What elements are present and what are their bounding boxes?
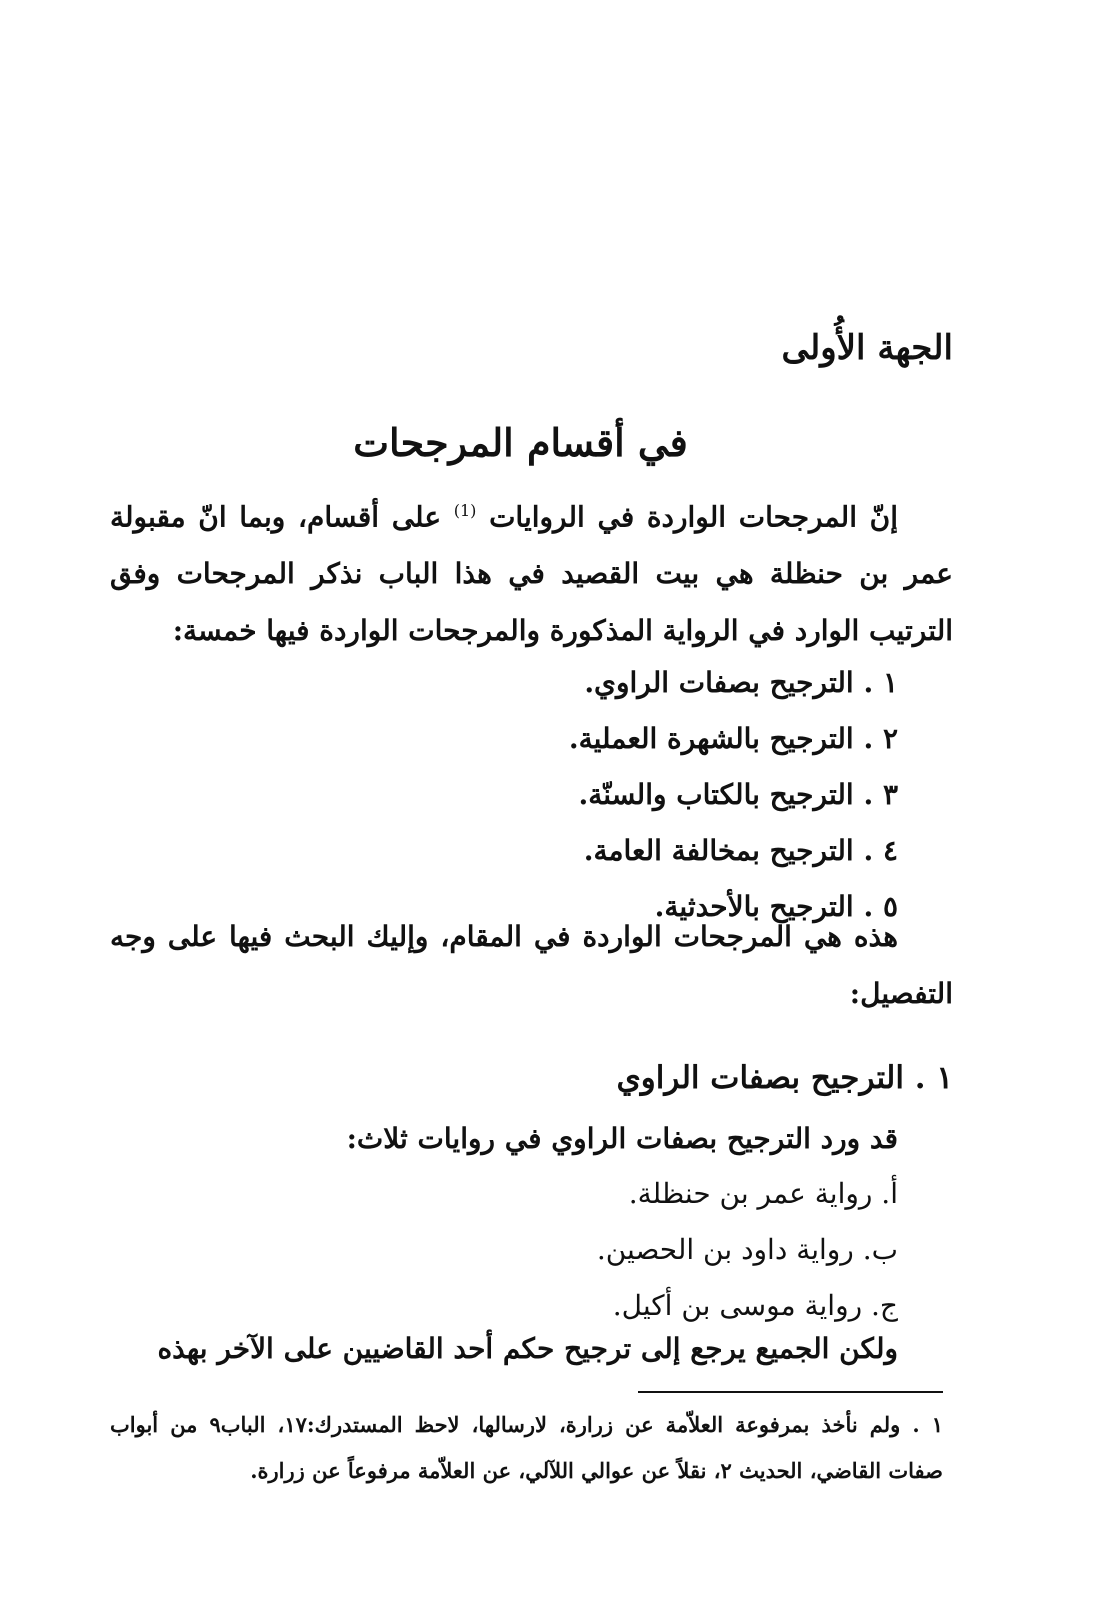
- list-item: أ. رواية عمر بن حنظلة.: [628, 1177, 898, 1210]
- subsection-heading: ١ . الترجيح بصفات الراوي: [616, 1060, 953, 1096]
- list-item: ٤ . الترجيح بمخالفة العامة.: [583, 834, 898, 867]
- footnote-marker: (1): [453, 501, 477, 520]
- footnote-divider: [638, 1391, 943, 1393]
- intro-text-end: على أقسام، وبما انّ مقبولة عمر بن حنظلة هي بيت القصيد في هذا الباب نذكر المرجحات وفق الترتيب الوارد في الرواية المذكورة والمرجحات الواردة فيها خمسة:: [110, 500, 953, 648]
- subsection-intro: قد ورد الترجيح بصفات الراوي في روايات ثلاث:: [346, 1122, 898, 1155]
- narrations-list: [110, 1166, 953, 1334]
- list-item: ١ . الترجيح بصفات الراوي.: [584, 666, 898, 699]
- list-item: ٢ . الترجيح بالشهرة العملية.: [568, 722, 898, 755]
- footnote: ١ . ولم نأخذ بمرفوعة العلاّمة عن زرارة، لارسالها، لاحظ المستدرك:١٧، الباب٩ من أبواب صفات القاضي، الحديث ٢، نقلاً عن عوالي اللآلي، عن العلاّمة مرفوعاً عن زرارة.: [110, 1412, 943, 1483]
- list-item: ج. رواية موسى بن أكيل.: [612, 1289, 898, 1322]
- list-item: ب. رواية داود بن الحصين.: [596, 1233, 898, 1266]
- section-heading: الجهة الأُولى: [781, 328, 953, 368]
- chapter-title: في أقسام المرجحات: [353, 420, 688, 465]
- list-item: ٥ . الترجيح بالأحدثية.: [654, 890, 898, 923]
- continuation-line: ولكن الجميع يرجع إلى ترجيح حكم أحد القاضيين على الآخر بهذه: [157, 1332, 898, 1365]
- preferences-list: [110, 655, 953, 935]
- list-item: ٣ . الترجيح بالكتاب والسنّة.: [578, 778, 898, 811]
- intro-paragraph: [110, 482, 953, 659]
- transition-paragraph: هذه هي المرجحات الواردة في المقام، وإليك البحث فيها على وجه التفصيل:: [110, 920, 953, 1010]
- intro-text-start: إنّ المرجحات الواردة في الروايات: [489, 500, 898, 534]
